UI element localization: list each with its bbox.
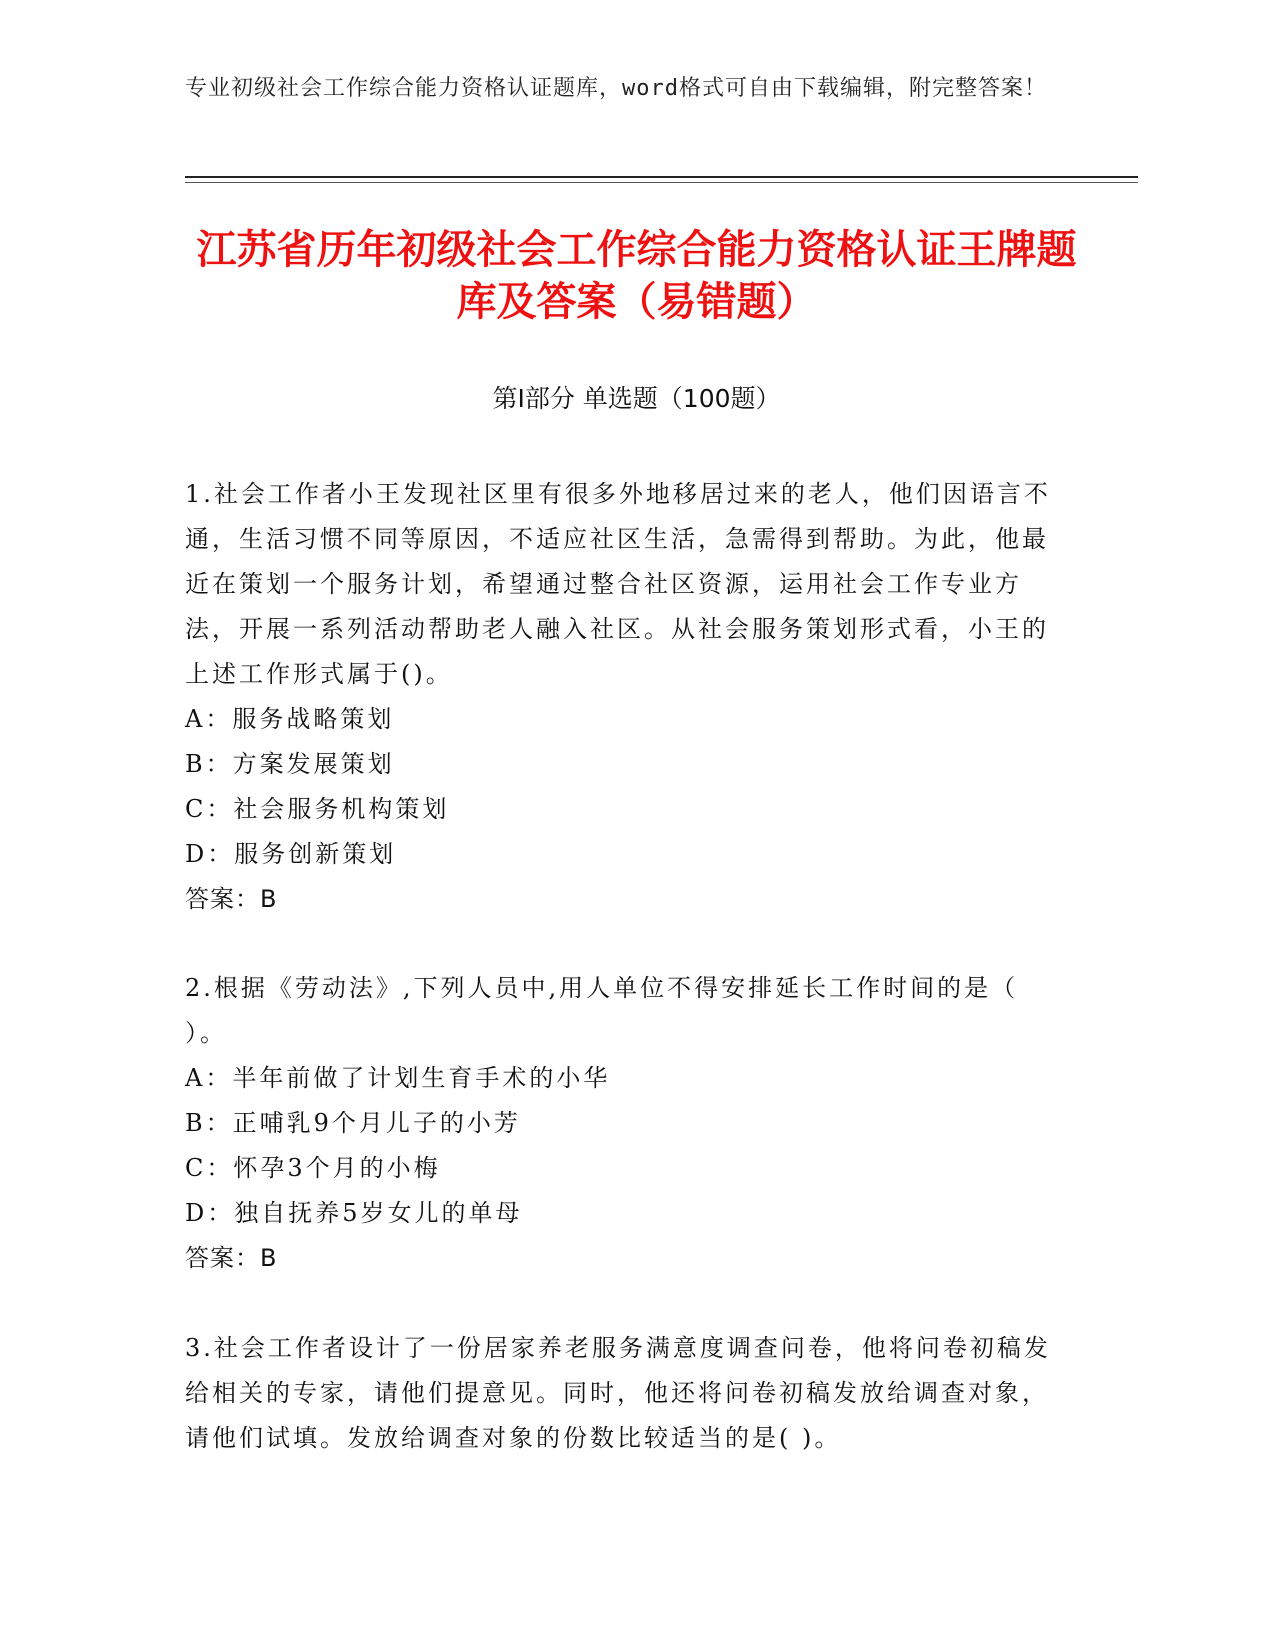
question-1 (185, 472, 1055, 922)
header-divider-thick (185, 176, 1138, 178)
question-3 (185, 1326, 1055, 1461)
header-note: 专业初级社会工作综合能力资格认证题库，word格式可自由下载编辑，附完整答案！ (185, 76, 1047, 101)
section-title: 第Ⅰ部分 单选题（100题） (492, 384, 781, 413)
option-d: D：独自抚养5岁女儿的单母 (185, 1199, 523, 1227)
answer: 答案：B (185, 1244, 278, 1272)
question-text: 3.社会工作者设计了一份居家养老服务满意度调查问卷，他将问卷初稿发给相关的专家，请他们提意见。同时，他还将问卷初稿发放给调查对象，请他们试填。发放给调查对象的份数比较适当的是( )。 (185, 1334, 1051, 1452)
option-b: B：方案发展策划 (185, 750, 395, 778)
document-title: 江苏省历年初级社会工作综合能力资格认证王牌题库及答案（易错题） (196, 227, 1077, 325)
option-d: D：服务创新策划 (185, 840, 397, 868)
question-2 (185, 966, 1055, 1281)
option-c: C：怀孕3个月的小梅 (185, 1154, 441, 1182)
option-c: C：社会服务机构策划 (185, 795, 450, 823)
header-divider-thin (185, 182, 1138, 183)
option-a: A：半年前做了计划生育手术的小华 (185, 1064, 611, 1092)
option-a: A：服务战略策划 (185, 705, 395, 733)
question-text: 2.根据《劳动法》,下列人员中,用人单位不得安排延长工作时间的是（ ）。 (185, 974, 1019, 1047)
option-b: B：正哺乳9个月儿子的小芳 (185, 1109, 521, 1137)
question-text: 1.社会工作者小王发现社区里有很多外地移居过来的老人，他们因语言不通，生活习惯不同等原因，不适应社区生活，急需得到帮助。为此，他最近在策划一个服务计划，希望通过整合社区资源，运用社会工作专业方法，开展一系列活动帮助老人融入社区。从社会服务策划形式看，小王的上述工作形式属于()。 (185, 480, 1051, 688)
answer: 答案：B (185, 885, 278, 913)
